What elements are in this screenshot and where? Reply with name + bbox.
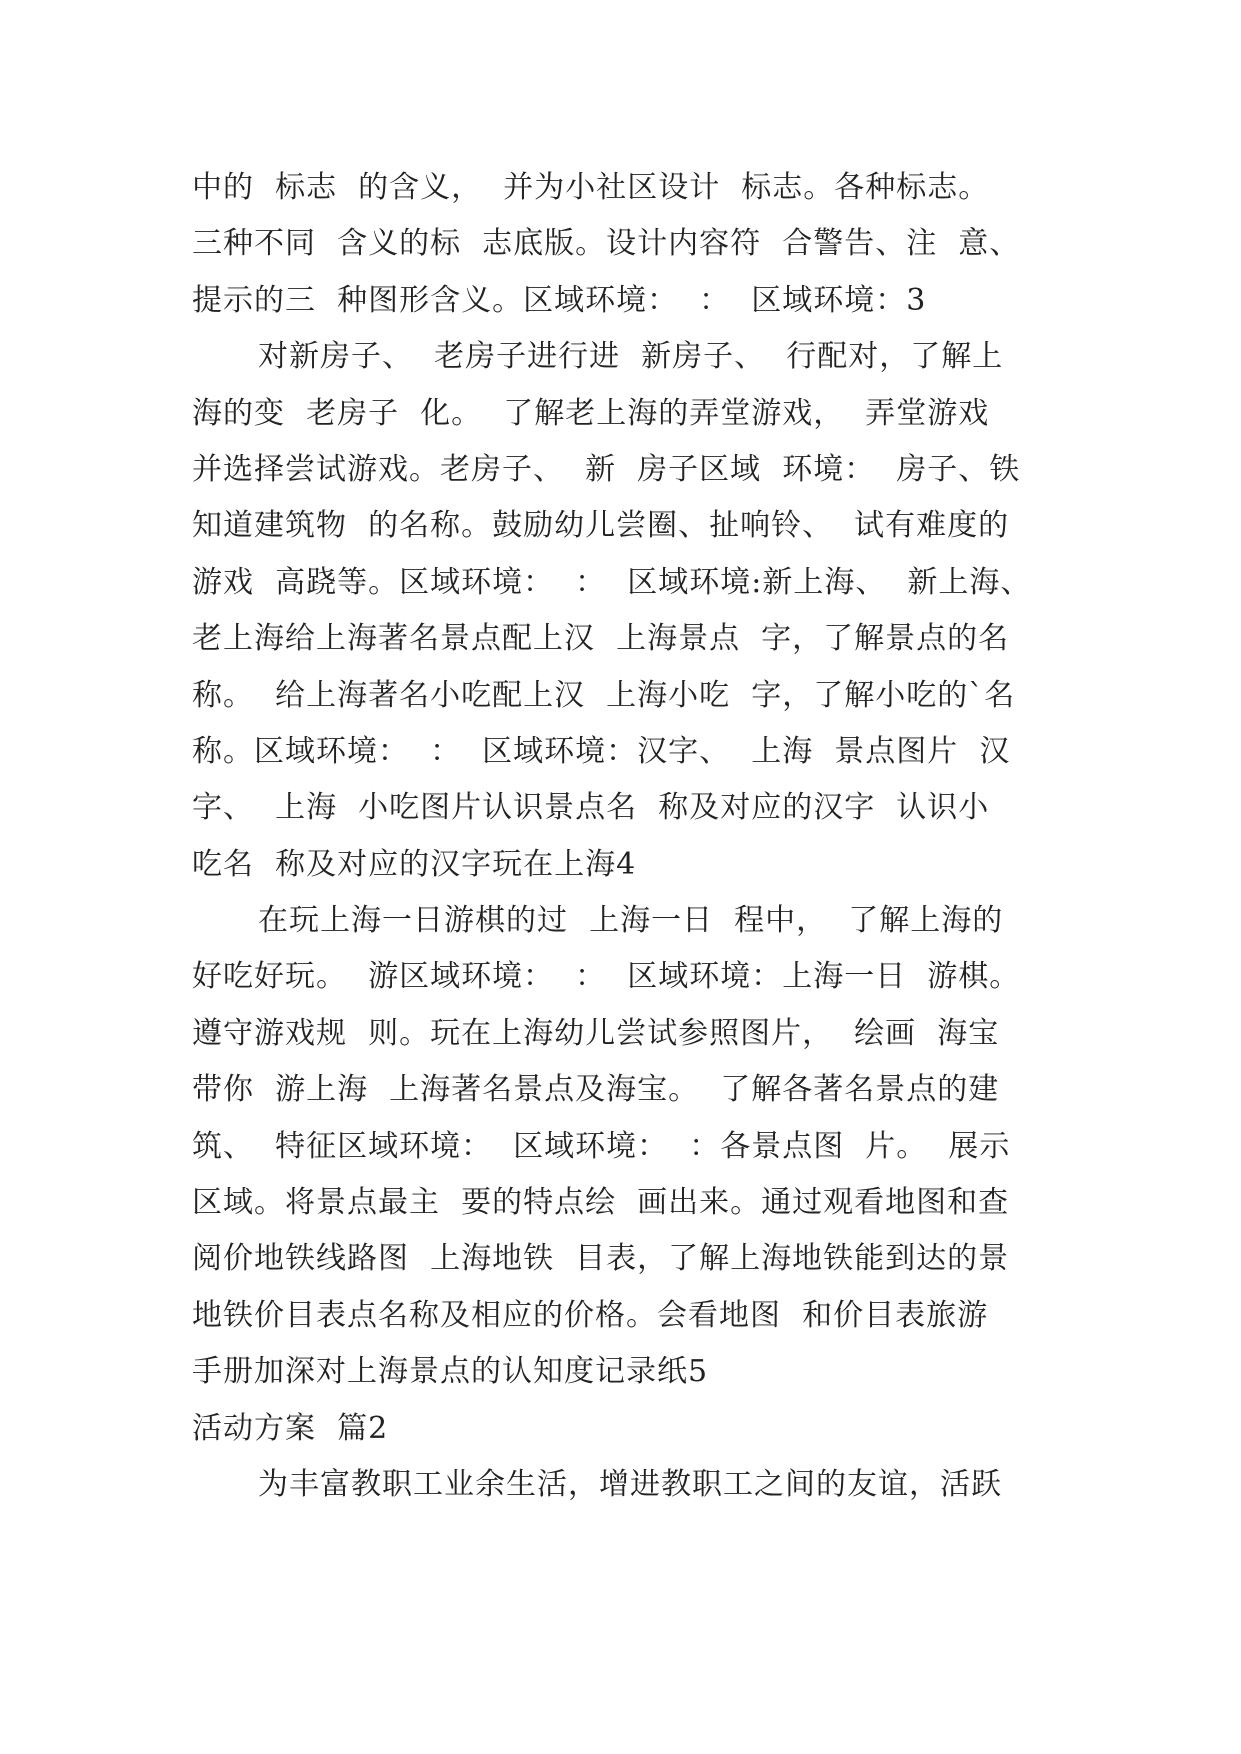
text-line: 海的变 老房子 化。 了解老上海的弄堂游戏， 弄堂游戏 bbox=[192, 395, 990, 431]
text-line: 字、 上海 小吃图片认识景点名 称及对应的汉字 认识小 bbox=[192, 790, 990, 826]
paragraph-first-line: 为丰富教职工业余生活，增进教职工之间的友谊，活跃 bbox=[258, 1466, 1002, 1502]
document-body bbox=[192, 160, 1072, 1513]
text-line: 游戏 高跷等。区域环境： ： 区域环境:新上海、 新上海、 bbox=[192, 564, 1032, 600]
text-line: 中的 标志 的含义， 并为小社区设计 标志。各种标志。 bbox=[192, 170, 990, 205]
text-line: 知道建筑物 的名称。鼓励幼儿尝圈、扯响铃、 试有难度的 bbox=[192, 508, 1010, 544]
text-line: 称。区域环境： ： 区域环境：汉字、 上海 景点图片 汉 bbox=[192, 733, 1011, 769]
text-line: 三种不同 含义的标 志底版。设计内容符 合警告、注 意、 bbox=[192, 226, 1021, 262]
text-line: 筑、 特征区域环境： 区域环境： ：各景点图 片。 展示 bbox=[192, 1128, 1011, 1164]
text-line: 区域。将景点最主 要的特点绘 画出来。通过观看地图和查 bbox=[192, 1185, 1010, 1221]
text-line: 吃名 称及对应的汉字玩在上海4 bbox=[192, 846, 637, 882]
text-line: 称。 给上海著名小吃配上汉 上海小吃 字，了解小吃的`名 bbox=[192, 677, 1016, 713]
text-line: 地铁价目表点名称及相应的价格。会看地图 和价目表旅游 bbox=[192, 1297, 989, 1333]
text-line: 好吃好玩。 游区域环境： ： 区域环境：上海一日 游棋。 bbox=[192, 959, 1021, 995]
section-heading: 活动方案 篇2 bbox=[192, 1410, 389, 1446]
text-line: 阅价地铁线路图 上海地铁 目表，了解上海地铁能到达的景 bbox=[192, 1241, 1010, 1277]
text-line: 老上海给上海著名景点配上汉 上海景点 字，了解景点的名 bbox=[192, 621, 1010, 657]
paragraph-first-line: 在玩上海一日游棋的过 上海一日 程中， 了解上海的 bbox=[258, 903, 1004, 939]
paragraph-first-line: 对新房子、 老房子进行进 新房子、 行配对，了解上 bbox=[258, 339, 1004, 375]
text-line: 手册加深对上海景点的认知度记录纸5 bbox=[192, 1354, 709, 1390]
text-line: 遵守游戏规 则。玩在上海幼儿尝试参照图片， 绘画 海宝 bbox=[192, 1015, 1000, 1051]
text-line: 提示的三 种图形含义。区域环境： ： 区域环境：3 bbox=[192, 282, 927, 318]
text-line: 带你 游上海 上海著名景点及海宝。 了解各著名景点的建 bbox=[192, 1072, 1000, 1108]
text-line: 并选择尝试游戏。老房子、 新 房子区域 环境： 房子、铁 bbox=[192, 451, 1021, 487]
